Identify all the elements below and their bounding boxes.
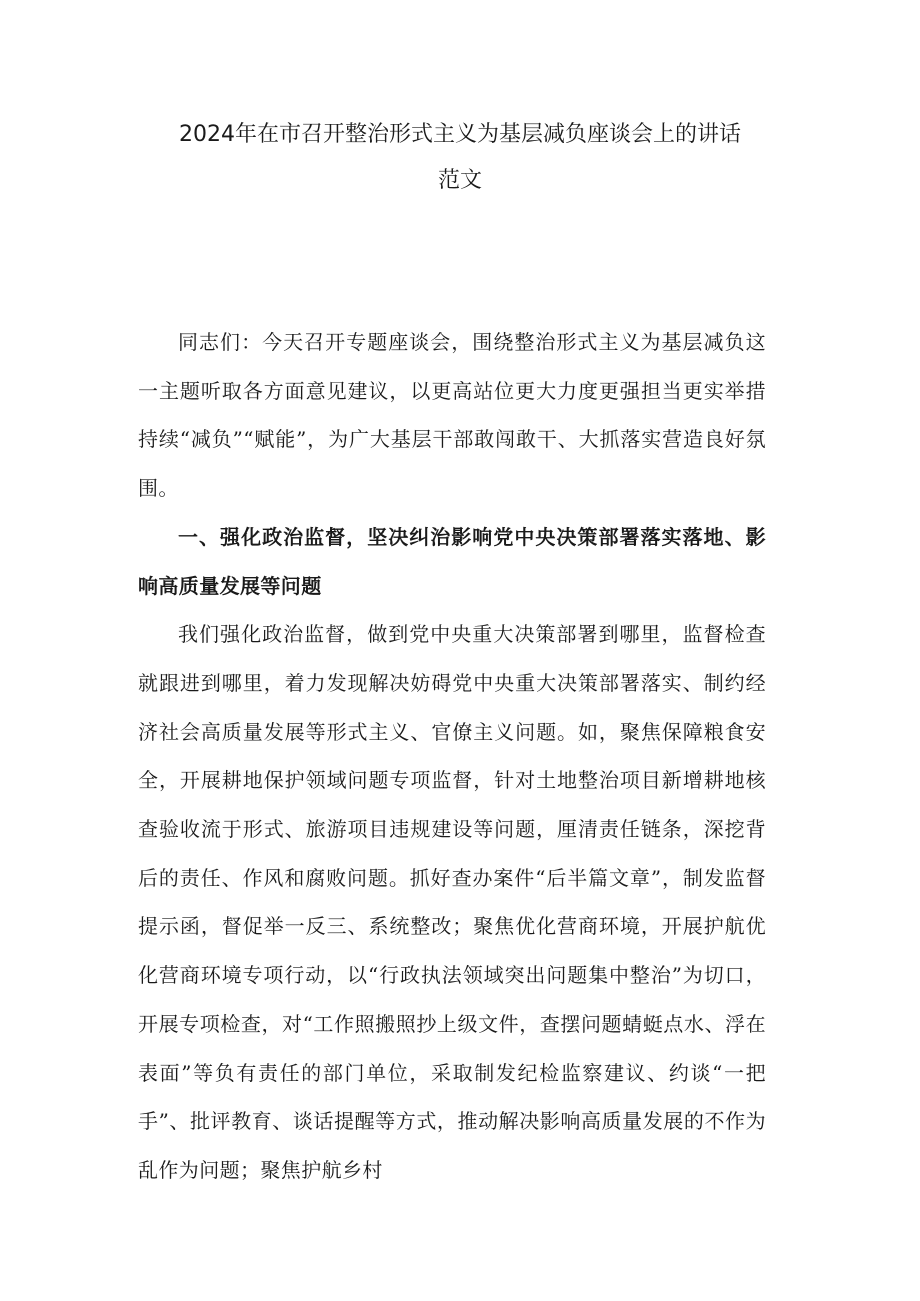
title-line-1: 2024年在市召开整治形式主义为基层减负座谈会上的讲话: [179, 122, 741, 147]
section-1-paragraph: 我们强化政治监督，做到党中央重大决策部署到哪里，监督检查就跟进到哪里，着力发现解决妨碍党中央重大决策部署落实、制约经济社会高质量发展等形式主义、官僚主义问题。如，聚焦保障粮食安全，开展耕地保护领域问题专项监督，针对土地整治项目新增耕地核查验收流于形式、旅游项目违规建设等问题，厘清责任链条，深挖背后的责任、作风和腐败问题。抓好查办案件“后半篇文章”，制发监督提示函，督促举一反三、系统整改；聚焦优化营商环境，开展护航优化营商环境专项行动，以“行政执法领域突出问题集中整治”为切口，开展专项检查，对“工作照搬照抄上级文件，查摆问题蜻蜓点水、浮在表面”等负有责任的部门单位，采取制发纪检监察建议、约谈“一把手”、批评教育、谈话提醒等方式，推动解决影响高质量发展的不作为乱作为问题；聚焦护航乡村: [138, 622, 766, 1182]
document-body: [138, 318, 766, 1195]
intro-paragraph: 同志们：今天召开专题座谈会，围绕整治形式主义为基层减负这一主题听取各方面意见建议，以更高站位更大力度更强担当更实举措持续“减负”“赋能”，为广大基层干部敢闯敢干、大抓落实营造良好氛围。: [138, 330, 766, 501]
section-1-heading: 一、强化政治监督，坚决纠治影响党中央决策部署落实落地、影响高质量发展等问题: [138, 524, 766, 598]
document-title: [140, 112, 780, 204]
title-line-2: 范文: [437, 168, 482, 193]
